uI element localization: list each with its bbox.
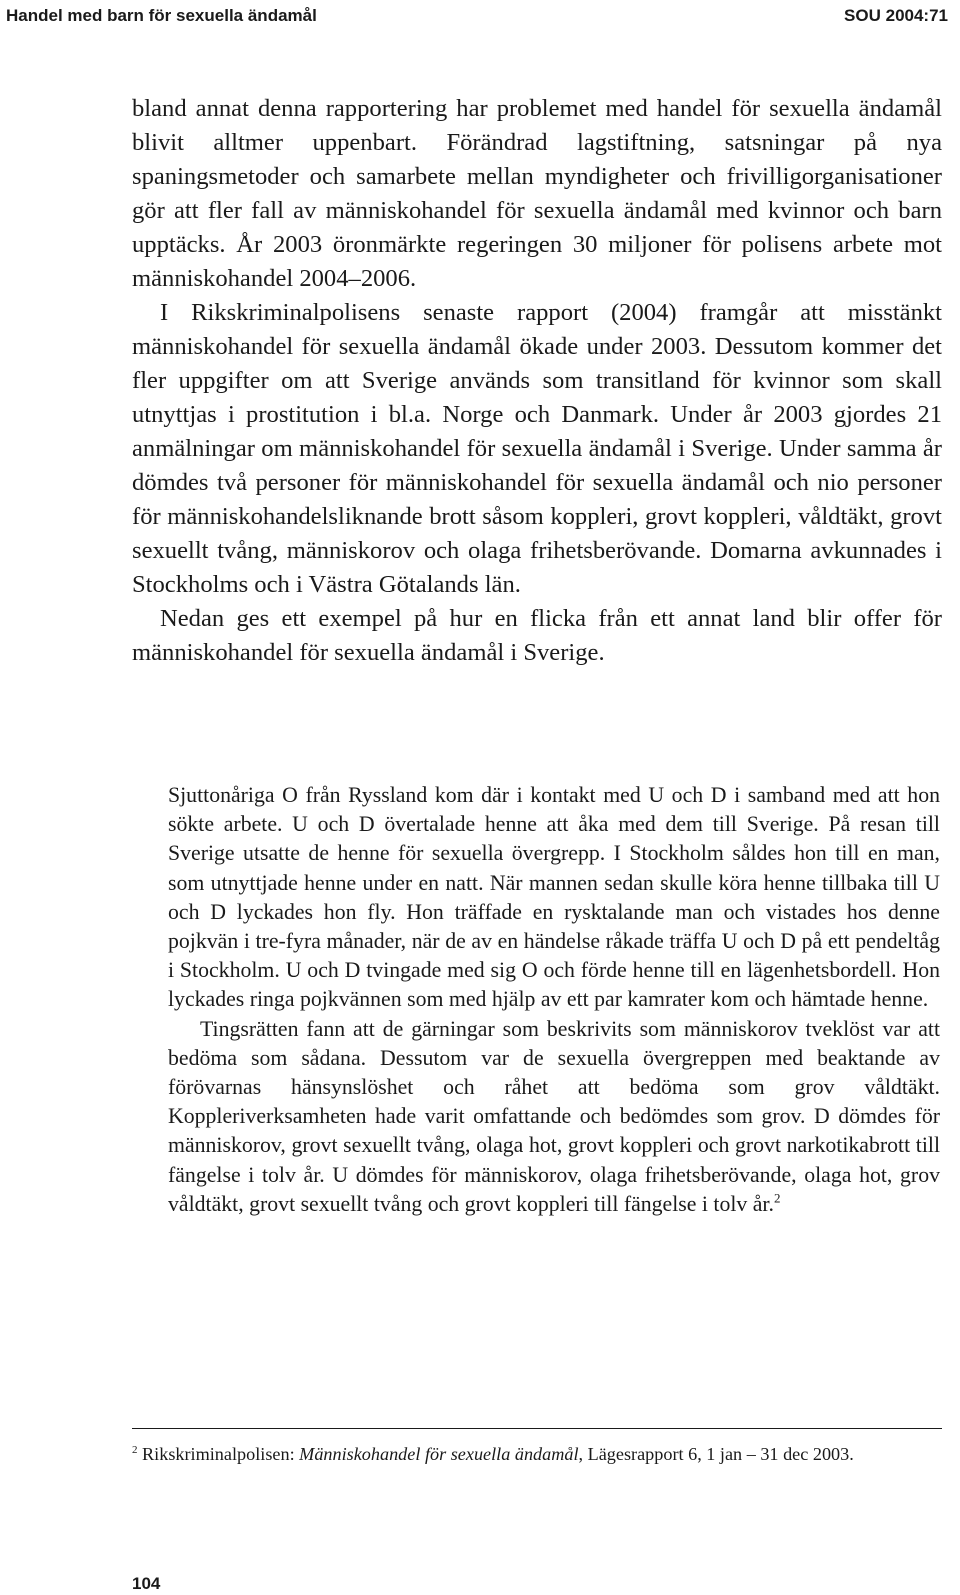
case-paragraph-2-text: Tingsrätten fann att de gärningar som beskrivits som människorov tveklöst var att bedöma som sådana. Dessutom var de sexuella övergreppen med beaktande av förövarnas hänsynslöshet och råhet att bedöma som grov våldtäkt. Koppleriverksamheten hade varit omfattande och bedömdes som grov. D dömdes för människorov, grovt sexuellt tvång, olaga hot, grovt koppleri och grovt narkotikabrott till fängelse i tolv år. U dömdes för människorov, olaga frihetsberövande, olaga hot, grov våldtäkt, grovt sexuellt tvång och grovt koppleri till fängelse i tolv år.	[168, 1016, 940, 1216]
paragraph-2: I Rikskriminalpolisens senaste rapport (2004) framgår att misstänkt människohandel för sexuella ändamål ökade under 2003. Dessutom kommer det fler uppgifter om att Sverige används som transitland för kvinnor som skall utnyttjas i prostitution i bl.a. Norge och Danmark. Under år 2003 gjordes 21 anmälningar om människohandel för sexuella ändamål i Sverige. Under samma år dömdes två personer för människohandel för sexuella ändamål och nio personer för människohandelsliknande brott såsom koppleri, grovt koppleri, våldtäkt, grovt sexuellt tvång, människorov och olaga frihetsberövande. Domarna avkunnades i Stockholms och i Västra Götalands län.	[132, 299, 942, 598]
running-header	[0, 0, 960, 30]
footnote-title: Människohandel för sexuella ändamål	[299, 1444, 579, 1464]
header-title: Handel med barn för sexuella ändamål	[6, 6, 317, 25]
case-example	[168, 781, 940, 1219]
footnote-divider	[132, 1428, 942, 1429]
page-number: 104	[132, 1574, 161, 1593]
footnote	[132, 1442, 942, 1467]
footnote-source: Rikskriminalpolisen:	[142, 1444, 295, 1464]
case-paragraph-1: Sjuttonåriga O från Ryssland kom där i kontakt med U och D i samband med att hon sökte arbete. U och D övertalade henne att åka med dem till Sverige. På resan till Sverige utsatte de henne för sexuella övergrepp. I Stockholm såldes hon till en man, som utnyttjade henne under en natt. När mannen sedan skulle köra henne tillbaka till U och D lyckades hon fly. Hon träffade en rysktalande man och vistades hos denne pojkvän i tre-fyra månader, när de av en händelse råkade träffa U och D på ett pendeltåg i Stockholm. U och D tvingade med sig O och förde henne till en lägenhetsbordell. Hon lyckades ringa pojkvännen som med hjälp av ett par kamrater kom och hämtade henne.	[168, 783, 940, 1012]
case-paragraph-2	[168, 1015, 940, 1219]
header-doc-id: SOU 2004:71	[844, 6, 948, 25]
footnote-details: , Lägesrapport 6, 1 jan – 31 dec 2003.	[578, 1444, 854, 1464]
footnote-reference[interactable]: 2	[773, 1190, 781, 1206]
main-text	[132, 92, 942, 670]
paragraph-3: Nedan ges ett exempel på hur en flicka från ett annat land blir offer för människohandel för sexuella ändamål i Sverige.	[132, 605, 942, 666]
paragraph-1: bland annat denna rapportering har problemet med handel för sexuella ändamål blivit alltmer uppenbart. Förändrad lagstiftning, satsningar på nya spaningsmetoder och samarbete mellan myndigheter och frivilligorganisationer gör att fler fall av människohandel för sexuella ändamål med kvinnor och barn upptäcks. År 2003 öronmärkte regeringen 30 miljoner för polisens arbete mot människohandel 2004–2006.	[132, 95, 942, 292]
footnote-marker: 2	[132, 1443, 138, 1456]
